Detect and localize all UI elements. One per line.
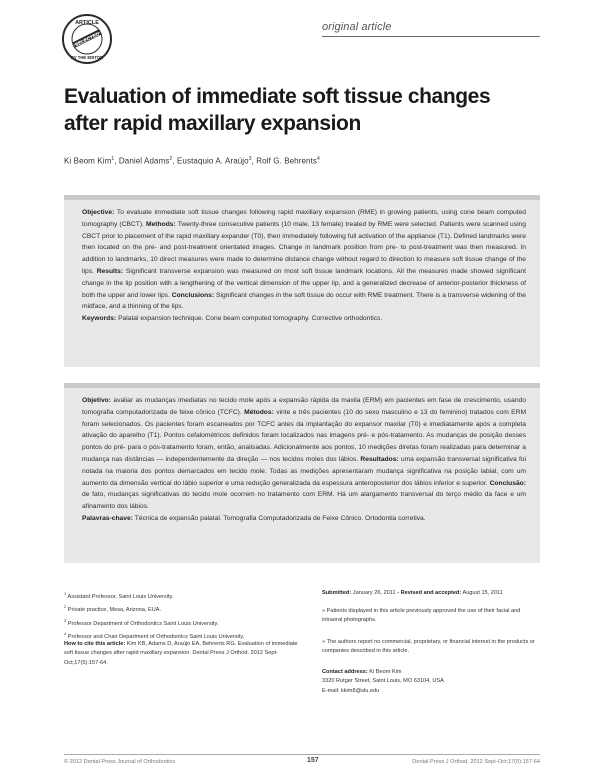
conclusions-text: Significant changes in the soft tissue do occur with RME treatment. There is a transverse widening of the midface, and a thinning of the lips. xyxy=(82,291,526,311)
affiliation-item: $^1$ Assistant Professor, Saint Louis University. xyxy=(64,591,174,600)
objective-label: Objective: xyxy=(82,209,115,216)
resultados-label: Resultados: xyxy=(360,455,399,463)
conclusao-label: Conclusão: xyxy=(489,479,526,487)
abstract-english xyxy=(64,195,540,367)
affiliation-item: $^4$ Professor and Chair Department of Orthodontics Saint Louis University. xyxy=(64,631,245,641)
contact-email: E-mail: kkim8@slu.edu xyxy=(322,687,380,694)
resultados-text: uma expansão transversal significativa foi notada na maioria dos pontos demarcados em tecido mole. Todas as medições apresentaram mudança significativa na posição labial, com um aumento da dimensão vertical do lábio superior e uma redução generalizada da espessura anteroposterior dos lábios inferior e superior. xyxy=(82,455,527,487)
objetivo-label: Objetivo: xyxy=(82,397,111,404)
palavras-chave-label: Palavras-chave: xyxy=(82,514,133,522)
submission-dates: Submitted: January 26, 2011 - Revised and accepted: August 15, 2011 xyxy=(322,590,503,596)
author-name: Eustaquio A. Araújo xyxy=(177,156,249,166)
keywords-label: Keywords: xyxy=(82,315,117,323)
objetivo-text: avaliar as mudanças imediatas no tecido mole após a expansão rápida da maxila (ERM) em pacientes em fase de crescimento, usando tomografia computadorizada de feixe cônico (TCFC). xyxy=(82,397,526,416)
methods-label: Methods: xyxy=(146,220,176,228)
affiliation-item: $^2$ Private practice, Mesa, Arizona, EUA. xyxy=(64,604,162,614)
article-title: Evaluation of immediate soft tissue changes after rapid maxillary expansion xyxy=(64,85,491,135)
contact-label: Contact address: xyxy=(322,669,368,675)
affiliation-item: $^3$ Professor Department of Orthodontics Saint Louis University. xyxy=(64,617,219,627)
page-number: 157 xyxy=(307,757,319,764)
badge-line2: SELECTED xyxy=(74,31,101,49)
how-to-cite xyxy=(64,640,300,668)
seal-icon xyxy=(60,12,114,66)
author-name: Daniel Adams xyxy=(118,156,170,166)
author-name: Rolf G. Behrents xyxy=(256,156,318,166)
objective-text: To evaluate immediate soft tissue changes following rapid maxillary expansion (RME) in growing patients, using cone beam computed tomography (CBCT). xyxy=(82,209,526,228)
palavras-chave-text: Técnica de expansão palatal. Tomografia Computadorizada de Feixe Cônico. Ortodontia corretiva. xyxy=(134,514,426,522)
footer-copyright: © 2012 Dental Press Journal of Orthodontics xyxy=(64,759,176,765)
article-selected-badge xyxy=(60,12,114,66)
author-affiliations xyxy=(64,589,294,643)
author-list: Ki Beom Kim$^1$, Daniel Adams$^2$, Eustaquio A. Araújo$^3$, Rolf G. Behrents$^4$ xyxy=(64,156,320,166)
contact-address: Contact address: Ki Beom Kim 3320 Rutger Street, Saint Louis, MO 63104, USA E-mail: kkim8@slu.edu xyxy=(322,668,540,696)
conclusions-label: Conclusions: xyxy=(171,291,215,299)
keywords-text: Palatal expansion technique. Cone beam computed tomography. Corrective orthodontics. xyxy=(118,315,383,323)
how-to-cite-label: How to cite this article: xyxy=(64,641,126,647)
conflict-of-interest-note: » The authors report no commercial, proprietary, or financial interest in the products or companies described in this article. xyxy=(322,639,535,655)
conclusao-text: de fato, mudanças significativas do tecido mole ocorrem no tratamento com ERM. Há um alargamento transversal do terço médio da face e um afinamento dos lábios. xyxy=(82,491,526,511)
section-label: original article xyxy=(322,21,392,33)
footer-rule xyxy=(64,754,540,755)
badge-line1: ARTICLE xyxy=(75,20,99,26)
header-rule xyxy=(322,36,540,37)
photo-consent-note: » Patients displayed in this article previously approved the use of their facial and intraoral photographs. xyxy=(322,608,521,624)
results-text: Significant transverse expansion was measured on most soft tissue landmark locations. All the measures made showed significant change in the lip position with a lengthening of the vertical dimension of the upper lip, and a generalized decrease of anterior-posterior thickness of both the upper and lower lips. xyxy=(82,267,526,299)
abstract-portuguese xyxy=(64,383,540,563)
badge-line3: BY THE EDITOR xyxy=(70,55,104,60)
methods-text: Twenty-three consecutive patients (10 male, 13 female) treated by RME were selected. Patients were scanned using CBCT prior to placement of the rapid maxillary expander (T0), then immediately following full activation of the appliance (T1). Defined landmarks were then located on the pre- and post-treatment orientated images. Change in landmark position from pre- to post-treatment was then measured. In addition to landmarks, 10 direct measures were made to determine distance change without regard to direction to measure soft tissue change of the lips. xyxy=(82,220,526,275)
how-to-cite-text: Kim KB, Adams D, Araújo EA, Behrents RG. Evaluation of immediate soft tissue changes after rapid maxillary expansion. Dental Press J Orthod. 2012 Sept-Oct;17(5):157-64. xyxy=(64,641,298,666)
metodos-text: vinte e três pacientes (10 do sexo masculino e 13 do feminino) tratados com ERM foram selecionados. Os pacientes foram escaneados por TCFC antes da implantação do expansor maxilar (T0) e imediatamente após a completa ativação do aparelho (T1). Pontos cefalométricos definidos foram localizados nas imagens pré- e pós-tratamento. As mudanças de posição desses pontos do pré- para o pós-tratamento foram, então, analisadas. Adicionalmente aos pontos, 10 medições diretas foram realizadas para determinar a mudança nas distâncias — independentemente da direção — nos tecidos moles dos lábios. xyxy=(82,408,527,463)
author-name: Ki Beom Kim xyxy=(64,156,112,166)
footer-citation: Dental Press J Orthod. 2012 Sept-Oct;17(5):157-64 xyxy=(412,759,540,765)
results-label: Results: xyxy=(96,267,124,275)
metodos-label: Métodos: xyxy=(244,408,274,416)
